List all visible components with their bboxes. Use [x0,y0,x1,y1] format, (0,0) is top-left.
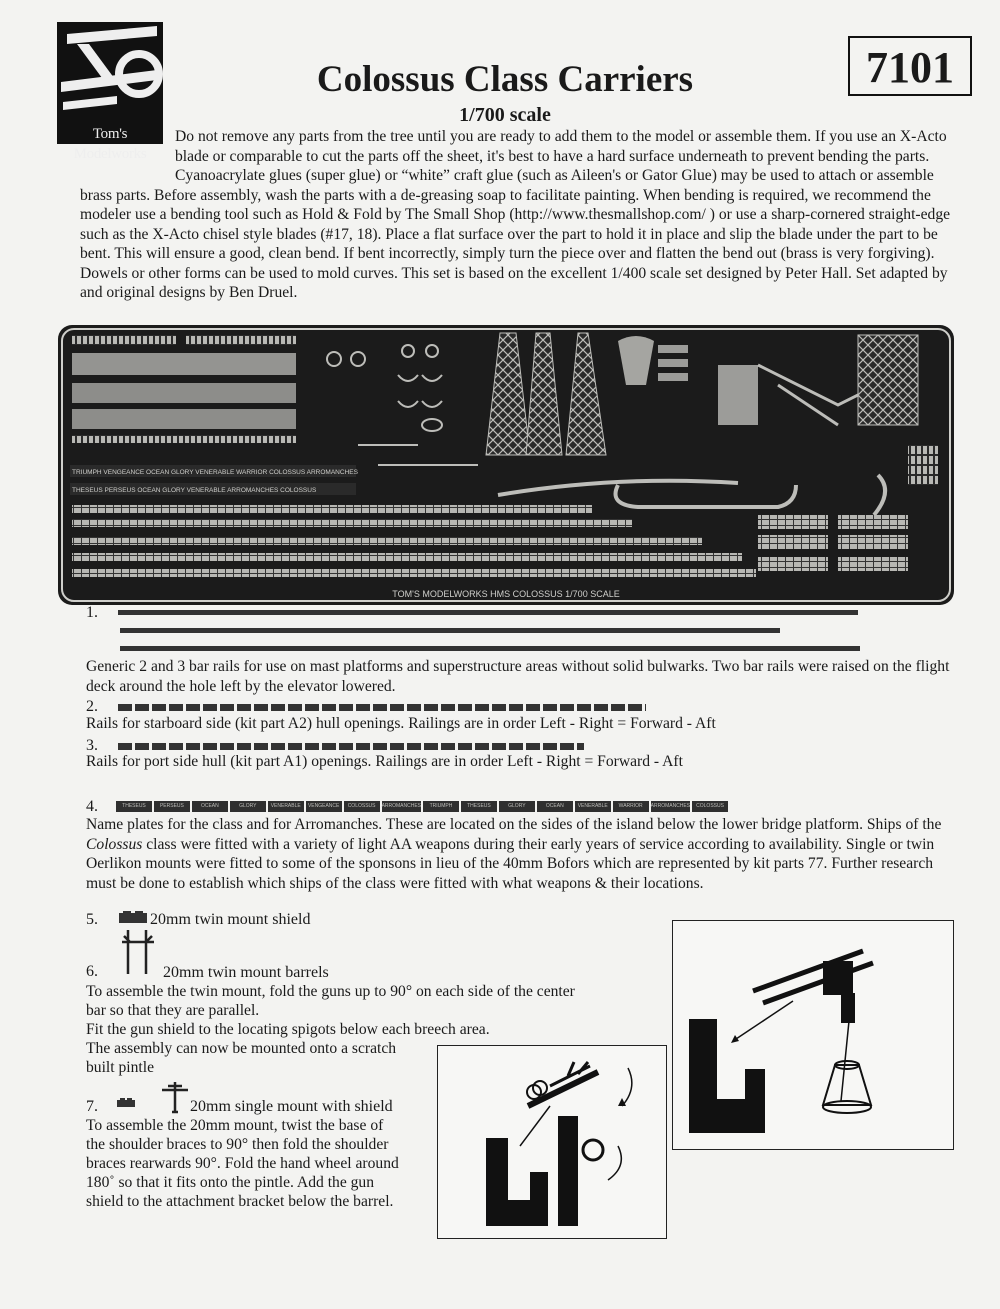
nameplate-16: COLOSSUS [692,801,728,812]
rail-strip-1a [118,610,858,615]
page-title: Colossus Class Carriers [316,59,694,100]
intro-text: Do not remove any parts from the tree until you are ready to add them to the model or assemble them. If you use an X-Acto blade or comparable to cut the parts off the sheet, it's best to have a hard surface underneath to prevent bending the parts. Cyanoacrylate glues (super glue) or “white” craft glue (such as Aileen's or Gator Glue) may be used to attach or assemble brass parts. Before assembly, wash the parts with a de-greasing soap to facilitate painting. When bending is required, we recommend the modeler use a bending tool such as Hold & Fold by The Small Shop (http://www.thesmallshop.com/ ) or use a sharp-cornered straight-edge such as the X-Acto chisel style blades (#17, 18). Place a flat surface over the part to hold it in place and slip the blade under the part to be bent. This will ensure a good, clean bend. If bent incorrectly, simply turn the piece over and flatten the bend out (brass is very forgiving). Dowels or other forms can be used to mold curves. This set is based on the excellent 1/400 scale set designed by Peter Hall. Set adapted by and original designs by Ben Druel. [80,128,951,301]
nameplate-8: ARROMANCHES [382,801,421,812]
indent-spacer [80,127,175,167]
item-7-line-1: To assemble the 20mm mount, twist the base of [86,1117,384,1134]
item-4-text-em: Colossus [86,835,143,853]
nameplate-10: THESEUS [461,801,497,812]
toms-modelworks-logo [57,22,163,162]
nameplate-strip [116,801,728,812]
rail-strip-2 [118,704,646,711]
item-5-number: 5. [86,911,98,928]
item-6-instruction-3: Fit the gun shield to the locating spigots below each breech area. [86,1021,490,1038]
item-4-number: 4. [86,798,98,815]
item-3-description: Rails for port side hull (kit part A1) openings. Railings are in order Left - Right = Forward - Aft [86,753,683,770]
rail-strip-1b [120,628,780,633]
twin-barrels-part-icon [118,928,158,976]
scale-subtitle: 1/700 scale [459,104,551,126]
nameplate-14: WARRIOR [613,801,649,812]
item-1-description: Generic 2 and 3 bar rails for use on mast platforms and superstructure areas without solid bulwarks. Two bar rails were raised on the flight deck around the hole left by the elevator lowered. [86,658,950,695]
item-4-description [86,815,961,893]
rail-strip-3 [118,743,584,750]
nameplate-1: THESEUS [116,801,152,812]
nameplate-15: ARROMANCHES [651,801,690,812]
rail-strip-1c [120,646,860,651]
item-7-label: 20mm single mount with shield [190,1098,393,1115]
item-6-number: 6. [86,963,98,980]
nameplate-5: VENERABLE [268,801,304,812]
nameplate-13: VENERABLE [575,801,611,812]
item-6-instruction-1: To assemble the twin mount, fold the guns up to 90° on each side of the center [86,983,575,1000]
nameplate-7: COLOSSUS [344,801,380,812]
kit-number-box: 7101 [848,36,972,96]
single-shield-part-icon [116,1098,136,1108]
item-7-line-4: 180˚ so that it fits onto the pintle. Add the gun [86,1174,375,1191]
item-4-text-b: class were fitted with a variety of light AA weapons during their early years of service according to availability. Single or twin Oerlikon mounts were fitted to some of the sponsons in lieu of the 40mm Bofors which are represented by kit parts 77. Further research must be done to establish which ships of the class were fitted with what weapons & their locations. [86,835,935,892]
item-2-number: 2. [86,698,98,715]
single-mount-part-icon [158,1078,192,1114]
item-6-instruction-5: built pintle [86,1059,155,1076]
logo-text: Tom's Modelworks [57,124,163,144]
item-2-description: Rails for starboard side (kit part A2) hull openings. Railings are in order Left - Right = Forward - Aft [86,715,716,732]
item-5-label: 20mm twin mount shield [150,911,311,928]
nameplate-2: PERSEUS [154,801,190,812]
fret-caption: TOM'S MODELWORKS HMS COLOSSUS 1/700 SCALE [392,589,620,599]
single-mount-assembly-figure [437,1045,667,1239]
item-6-instruction-4: The assembly can now be mounted onto a scratch [86,1040,397,1057]
item-4-text-a: Name plates for the class and for Arromanches. These are located on the sides of the island below the lower bridge platform. Ships of the [86,816,942,833]
item-1-number: 1. [86,604,98,621]
nameplate-row-1: TRIUMPH VENGEANCE OCEAN GLORY VENERABLE WARRIOR COLOSSUS ARROMANCHES [72,469,358,476]
item-6-label: 20mm twin mount barrels [163,964,329,981]
photo-etch-fret-image [58,325,954,605]
twin-mount-drawing [673,921,953,1149]
item-3-number: 3. [86,737,98,754]
twin-mount-assembly-figure [672,920,954,1150]
intro-paragraph [80,127,960,303]
nameplate-row-2: THESEUS PERSEUS OCEAN GLORY VENERABLE ARROMANCHES COLOSSUS [72,487,317,494]
nameplate-3: OCEAN [192,801,228,812]
nameplate-11: GLORY [499,801,535,812]
item-7-line-2: the shoulder braces to 90° then fold the shoulder [86,1136,389,1153]
item-6-instruction-2: bar so that they are parallel. [86,1002,260,1019]
item-7-line-3: braces rearwards 90°. Fold the hand wheel around [86,1155,399,1172]
twin-shield-part-icon [118,910,148,924]
nameplate-4: GLORY [230,801,266,812]
item-7-line-5: shield to the attachment bracket below the barrel. [86,1193,394,1210]
item-7-number: 7. [86,1098,98,1115]
nameplate-6: VENGEANCE [306,801,342,812]
nameplate-9: TRIUMPH [423,801,459,812]
single-mount-drawing [438,1046,666,1238]
nameplate-12: OCEAN [537,801,573,812]
